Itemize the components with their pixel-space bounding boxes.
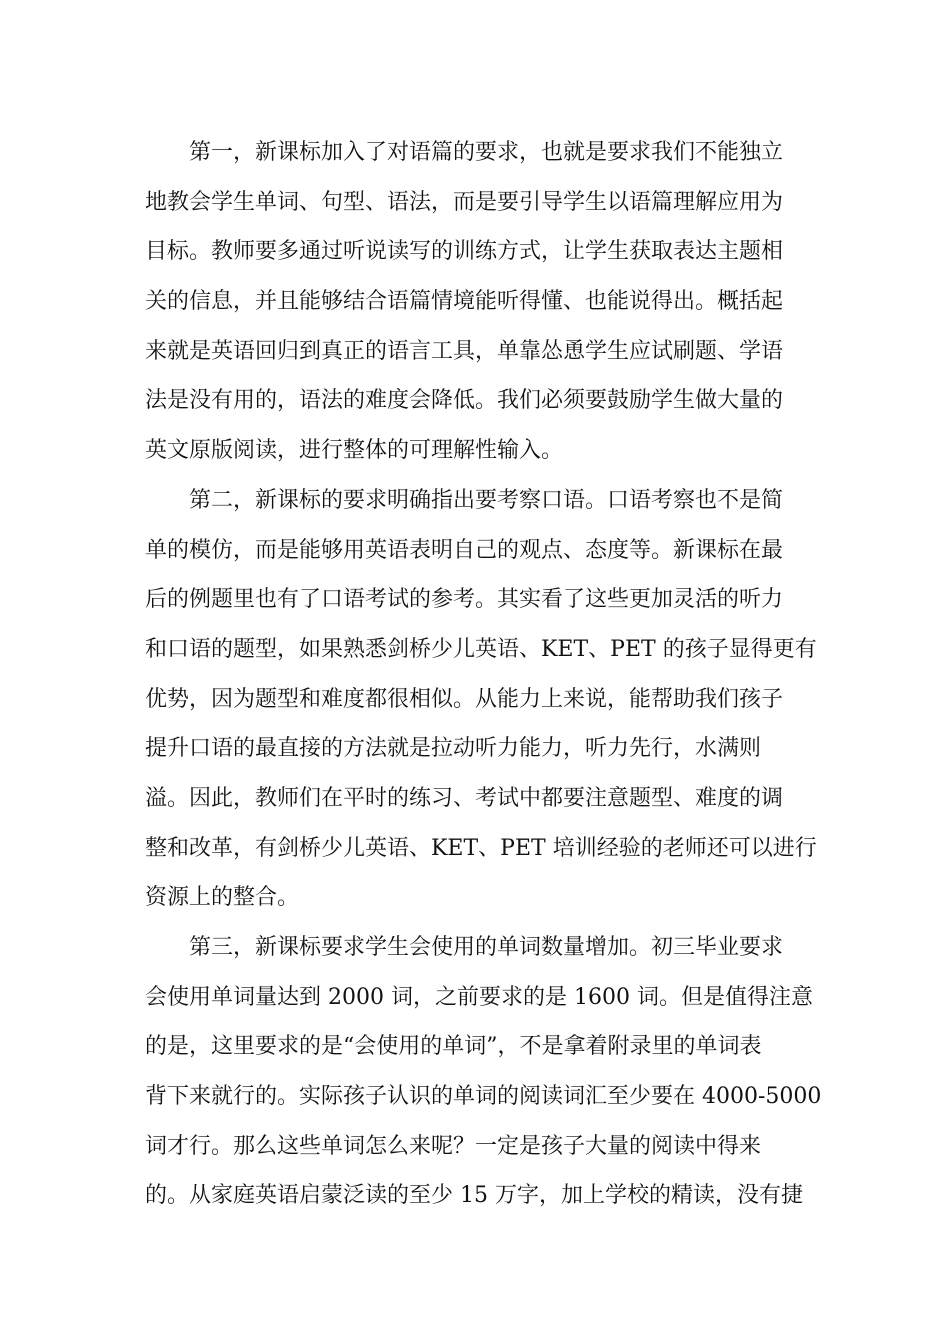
- text-line: 目标。教师要多通过听说读写的训练方式，让学生获取表达主题相: [145, 239, 784, 265]
- text-line: 整和改革，有剑桥少儿英语、KET、PET 培训经验的老师还可以进行: [145, 835, 817, 861]
- text-line: 资源上的整合。: [145, 885, 300, 911]
- text-line: 会使用单词量达到 2000 词，之前要求的是 1600 词。但是值得注意: [145, 984, 813, 1010]
- text-line: 第一，新课标加入了对语篇的要求，也就是要求我们不能独立: [189, 140, 784, 165]
- text-line: 地教会学生单词、句型、语法，而是要引导学生以语篇理解应用为: [145, 189, 784, 215]
- text-line: 法是没有用的，语法的难度会降低。我们必须要鼓励学生做大量的: [145, 388, 784, 414]
- document-body: [145, 128, 822, 1221]
- text-line: 后的例题里也有了口语考试的参考。其实看了这些更加灵活的听力: [145, 587, 784, 613]
- paragraph-3: [145, 923, 822, 1221]
- text-line: 优势，因为题型和难度都很相似。从能力上来说，能帮助我们孩子: [145, 686, 784, 712]
- text-line: 词才行。那么这些单词怎么来呢？一定是孩子大量的阅读中得来: [145, 1133, 762, 1159]
- paragraph-2: [145, 476, 815, 923]
- paragraph-1: [145, 128, 815, 476]
- text-line: 第三，新课标要求学生会使用的单词数量增加。初三毕业要求: [189, 935, 784, 960]
- text-line: 背下来就行的。实际孩子认识的单词的阅读词汇至少要在 4000-5000: [145, 1084, 822, 1110]
- text-line: 第二，新课标的要求明确指出要考察口语。口语考察也不是简: [189, 487, 784, 513]
- text-line: 和口语的题型，如果熟悉剑桥少儿英语、KET、PET 的孩子显得更有: [145, 636, 817, 662]
- text-line: 英文原版阅读，进行整体的可理解性输入。: [145, 438, 564, 464]
- text-line: 来就是英语回归到真正的语言工具，单靠怂恿学生应试刷题、学语: [145, 338, 784, 364]
- text-line: 单的模仿，而是能够用英语表明自己的观点、态度等。新课标在最: [145, 537, 784, 563]
- text-line: 溢。因此，教师们在平时的练习、考试中都要注意题型、难度的调: [145, 785, 784, 811]
- text-line: 的。从家庭英语启蒙泛读的至少 15 万字，加上学校的精读，没有捷: [145, 1183, 803, 1209]
- text-line: 的是，这里要求的是“会使用的单词”，不是拿着附录里的单词表: [145, 1034, 762, 1060]
- text-line: 关的信息，并且能够结合语篇情境能听得懂、也能说得出。概括起: [145, 289, 784, 315]
- text-line: 提升口语的最直接的方法就是拉动听力能力，听力先行，水满则: [145, 736, 762, 762]
